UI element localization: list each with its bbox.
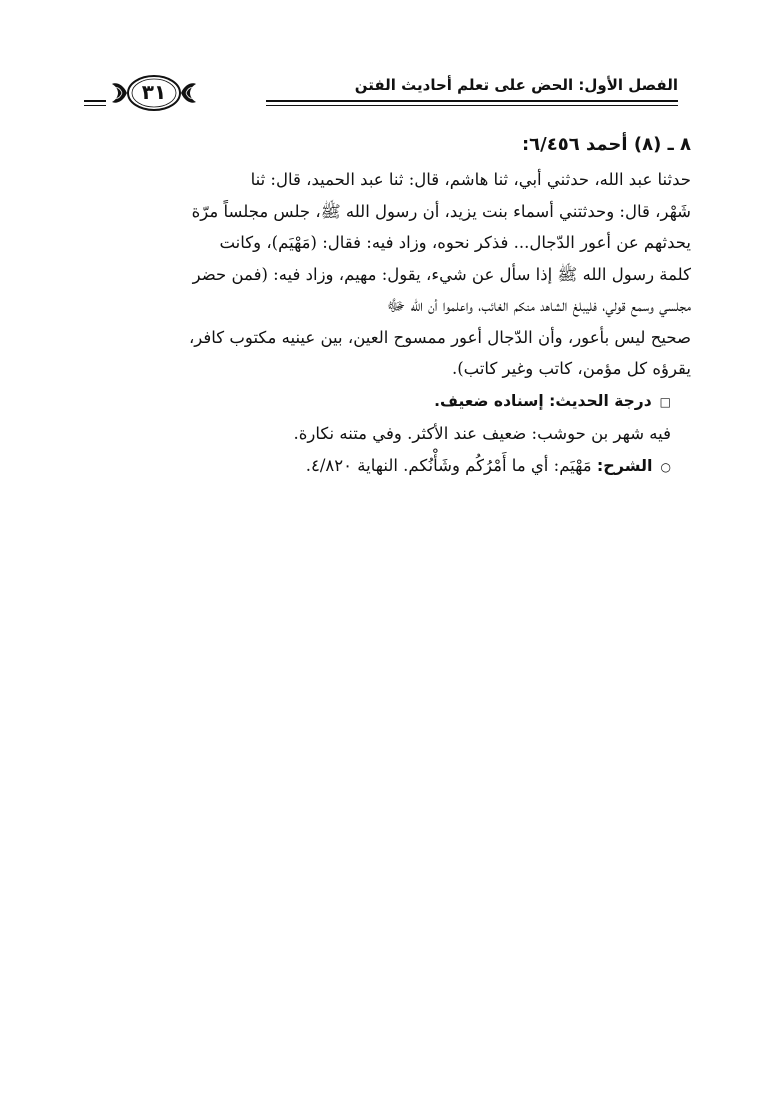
sharh-text: مَهْيَم: أي ما أَمْرُكُم وشَأْنُكم. النهاية ٤/٨٢٠.: [305, 455, 597, 475]
hadith-line: شَهْر، قال: وحدثتني أسماء بنت يزيد، أن رسول الله ﷺ، جلس مجلساً مرّة: [191, 201, 691, 221]
grade-text: فيه شهر بن حوشب: ضعيف عند الأكثر. وفي متنه نكارة.: [293, 424, 671, 443]
hadith-line: حدثنا عبد الله، حدثني أبي، ثنا هاشم، قال: ثنا عبد الحميد، قال: ثنا: [250, 170, 691, 189]
hadith-line: صحيح ليس بأعور، وأن الدّجال أعور ممسوح العين، بين عينيه مكتوب كافر،: [188, 327, 691, 347]
running-title: الفصل الأول: الحض على تعلم أحاديث الفتن: [354, 76, 678, 94]
header-rule-thin: [266, 105, 678, 106]
left-rule-thin: [84, 105, 106, 106]
circle-bullet-icon: ○: [660, 459, 671, 474]
square-bullet-icon: □: [659, 394, 671, 409]
main-content: [77, 128, 691, 483]
sharh-label: الشرح:: [596, 455, 653, 475]
hadith-line: يحدثهم عن أعور الدّجال... فذكر نحوه، وزاد فيه: فقال: (مَهْيَم)، وكانت: [219, 233, 691, 252]
hadith-line: كلمة رسول الله ﷺ إذا سأل عن شيء، يقول: مهيم، وزاد فيه: (فمن حضر: [192, 264, 691, 284]
hadith-heading: ٨ ـ (٨) أحمد ٦/٤٥٦:: [521, 134, 691, 155]
grade-heading: [77, 385, 691, 419]
hadith-line: مجلسي وسمع قولي، فليبلغ الشاهد منكم الغائب، واعلموا أن الله ﷻ: [386, 296, 691, 315]
hadith-text: [77, 164, 691, 385]
hadith-line: يقرؤه كل مؤمن، كاتب وغير كاتب).: [451, 359, 691, 378]
page-header: [84, 66, 678, 116]
sharh-note: [77, 450, 691, 484]
page-number: ٣١: [141, 80, 167, 104]
header-rule: [266, 100, 678, 102]
grade-label: درجة الحديث: إسناده ضعيف.: [434, 391, 652, 410]
page-number-badge: [110, 72, 198, 114]
left-rule: [84, 100, 106, 102]
